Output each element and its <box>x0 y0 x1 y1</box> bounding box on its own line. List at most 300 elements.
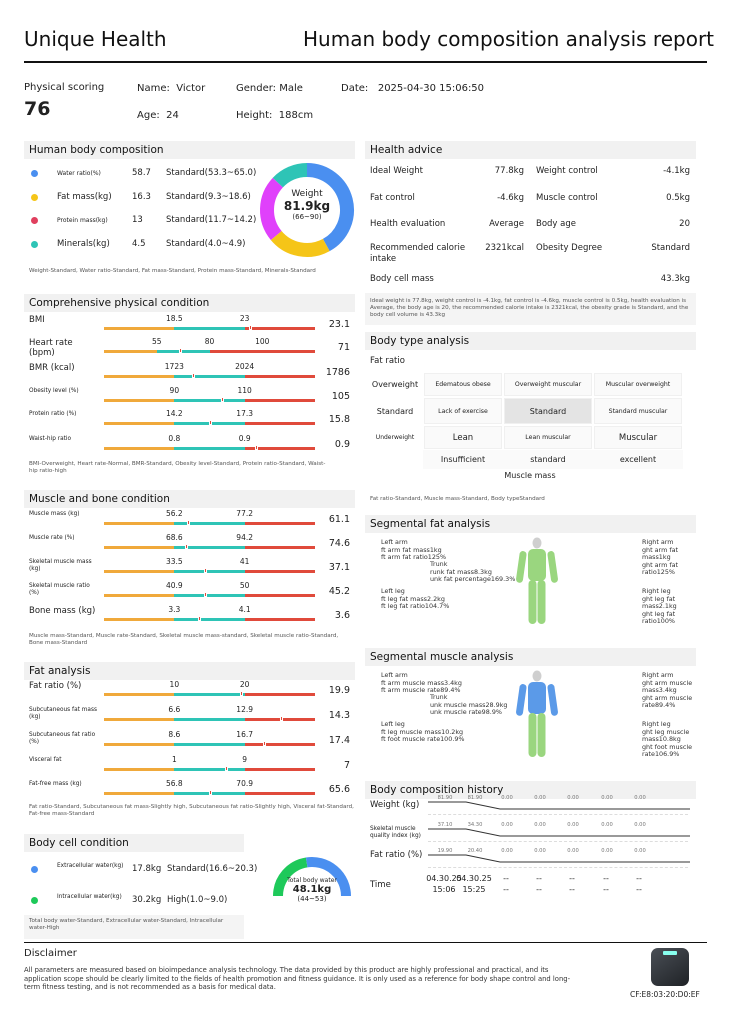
history-time-date: -- <box>536 874 542 883</box>
range-bar-segment <box>174 693 244 696</box>
cell-value: 17.8kg <box>132 864 162 874</box>
bodytype-cell: Edematous obese <box>424 373 502 396</box>
composition-value: 16.3 <box>132 192 151 202</box>
metric-value: 23.1 <box>328 319 350 330</box>
range-bar-segment <box>104 399 174 402</box>
segmus-trunk-line: unk muscle rate98.9% <box>430 708 502 717</box>
range-bar-segment <box>210 350 316 353</box>
composition-dot <box>31 170 38 177</box>
metric-label: Muscle mass (kg) <box>29 511 80 517</box>
range-tick: 3.3 <box>168 605 181 614</box>
bodytype-row-label: Standard <box>376 406 414 416</box>
range-bar-segment <box>104 693 174 696</box>
history-gridline <box>428 814 688 815</box>
bodytype-cell: Muscular overweight <box>594 373 682 396</box>
disclaimer-title: Disclaimer <box>24 948 77 959</box>
cell-standard: Standard(16.6~20.3) <box>167 864 258 874</box>
advice-label: Obesity Degree <box>536 243 603 253</box>
history-gridline <box>428 867 688 868</box>
height-value: 188cm <box>278 110 314 121</box>
history-value: 0.00 <box>634 822 646 828</box>
age-value: 24 <box>166 110 179 121</box>
history-time-date: -- <box>503 874 509 883</box>
metric-value: 7 <box>343 760 350 771</box>
metric-label: Waist-hip ratio <box>29 436 72 442</box>
segfat-left-arm-line: ft arm fat ratio125% <box>381 553 447 562</box>
segfat-right-leg-line: ght leg fat <box>642 609 676 618</box>
body-water-text <box>270 877 354 903</box>
history-value: 0.00 <box>534 795 546 801</box>
segmus-right-leg-line: ght leg muscle <box>642 727 690 736</box>
segfat-trunk-line: unk fat percentage169.3% <box>430 575 516 584</box>
metric-label: Subcutaneous fat mass (kg) <box>29 707 97 720</box>
range-bar-segment <box>245 327 315 330</box>
range-tick: 40.9 <box>165 581 183 590</box>
range-tick: 94.2 <box>236 533 253 542</box>
weight-donut-text <box>258 189 356 221</box>
metric-value: 74.6 <box>328 538 350 549</box>
range-tick: 55 <box>151 337 162 346</box>
range-tick: 18.5 <box>165 314 183 323</box>
segmus-right-leg-line: ght foot muscle <box>642 742 693 751</box>
bodytype-cell: Standard muscular <box>594 398 682 424</box>
range-bar-segment <box>174 375 244 378</box>
history-time-date: -- <box>636 874 642 883</box>
history-value: 0.00 <box>501 822 513 828</box>
history-value: 81.90 <box>437 795 453 801</box>
history-value: 0.00 <box>534 822 546 828</box>
body-water-value: 48.1kg <box>292 884 332 895</box>
range-tick: 56.2 <box>165 509 183 518</box>
metric-value: 19.9 <box>328 685 350 696</box>
metric-label: Skeletal muscle mass (kg) <box>29 559 92 572</box>
history-time-clock: -- <box>503 885 509 894</box>
range-tick: 1 <box>171 755 177 764</box>
history-value: 0.00 <box>501 795 513 801</box>
composition-label: Water ratio(%) <box>57 170 101 177</box>
bodytype-cell: Lack of exercise <box>424 398 502 424</box>
advice-header: Health advice <box>365 141 696 159</box>
segfat-left-arm-line: Left arm <box>381 538 408 546</box>
history-trend-line <box>420 828 690 842</box>
history-value: 0.00 <box>601 848 613 854</box>
weight-donut-slice <box>278 170 307 183</box>
composition-standard: Standard(4.0~4.9) <box>166 239 246 249</box>
body-water-label: Total body water <box>287 877 337 884</box>
value-marker <box>209 420 212 425</box>
history-header: Body composition history <box>365 781 696 799</box>
physical-score: 76 <box>24 98 51 120</box>
metric-value: 0.9 <box>334 439 350 450</box>
height-field: Height: 188cm <box>236 110 314 121</box>
history-value: 0.00 <box>501 848 513 854</box>
name-field: Name: Victor <box>137 83 206 94</box>
composition-value: 4.5 <box>132 239 146 249</box>
range-tick: 8.6 <box>168 730 181 739</box>
segfat-right-arm-line: ght arm fat <box>642 545 679 554</box>
muscle-body-figure <box>512 670 562 760</box>
composition-value: 13 <box>132 215 143 225</box>
history-time-clock: 15:25 <box>462 885 486 894</box>
history-value: 0.00 <box>567 795 579 801</box>
metric-label: Skeletal muscle ratio (%) <box>29 583 90 596</box>
segmus-right-arm-line: rate89.4% <box>642 701 676 710</box>
history-value: 0.00 <box>601 822 613 828</box>
range-bar-segment <box>174 327 244 330</box>
range-bar-segment <box>245 522 315 525</box>
segmus-left-leg-line: Left leg <box>381 720 405 728</box>
segfat-right-arm-line: Right arm <box>642 538 674 546</box>
range-bar-segment <box>104 522 174 525</box>
scale-device-image <box>651 948 689 986</box>
value-marker <box>192 373 195 378</box>
history-time-date: -- <box>569 874 575 883</box>
range-tick: 90 <box>169 386 180 395</box>
device-id: CF:E8:03:20:D0:EF <box>630 990 700 999</box>
segfat-left-leg-line: ft leg fat mass2.2kg <box>381 594 445 603</box>
value-marker <box>204 592 207 597</box>
date-value: 2025-04-30 15:06:50 <box>377 83 485 94</box>
segmus-left-arm-line: Left arm <box>381 671 408 679</box>
range-bar-segment <box>174 522 244 525</box>
segfat-right-arm-line: ratio125% <box>642 568 676 577</box>
segmus-trunk-line: unk muscle mass28.9kg <box>430 700 508 709</box>
range-tick: 80 <box>204 337 215 346</box>
score-label: Physical scoring <box>24 82 105 93</box>
range-tick: 23 <box>239 314 250 323</box>
metric-value: 15.8 <box>328 414 350 425</box>
advice-value: 2321kcal <box>485 243 524 253</box>
value-marker <box>198 616 201 621</box>
history-value: 34.30 <box>467 822 483 828</box>
metric-value: 65.6 <box>328 784 350 795</box>
advice-value: 77.8kg <box>494 166 524 176</box>
range-tick: 17.3 <box>236 409 253 418</box>
range-bar-segment <box>174 447 244 450</box>
composition-dot <box>31 217 38 224</box>
metric-value: 71 <box>337 342 350 353</box>
range-bar-segment <box>104 792 174 795</box>
value-marker <box>187 520 190 525</box>
history-time-clock: -- <box>536 885 542 894</box>
advice-label: Ideal Weight <box>370 166 424 176</box>
advice-value: 0.5kg <box>666 193 690 203</box>
value-marker <box>204 568 207 573</box>
metric-label: Muscle rate (%) <box>29 535 75 541</box>
metric-label: Bone mass (kg) <box>29 606 96 616</box>
range-bar-segment <box>174 618 244 621</box>
range-tick: 0.9 <box>238 434 251 443</box>
range-tick: 0.8 <box>168 434 181 443</box>
cell-mass-value: 43.3kg <box>660 274 690 284</box>
range-bar-segment <box>245 792 315 795</box>
cell-standard: High(1.0~9.0) <box>167 895 228 905</box>
advice-value: -4.1kg <box>663 166 690 176</box>
history-row-label: Fat ratio (%) <box>370 850 423 860</box>
advice-value: Average <box>489 219 524 229</box>
range-tick: 41 <box>239 557 250 566</box>
range-bar-segment <box>174 399 244 402</box>
segmus-left-arm-line: ft arm muscle mass3.4kg <box>381 678 462 687</box>
header-divider <box>24 61 707 63</box>
body-water-range: (44~53) <box>297 895 327 903</box>
range-bar-segment <box>104 546 174 549</box>
range-bar-segment <box>245 546 315 549</box>
report-title: Human body composition analysis report <box>303 27 715 51</box>
range-bar-segment <box>104 570 174 573</box>
range-tick: 12.9 <box>236 705 253 714</box>
bodytype-cell: Overweight muscular <box>504 373 592 396</box>
range-tick: 2024 <box>235 362 255 371</box>
segfat-right-arm-line: ght arm fat <box>642 560 679 569</box>
value-marker <box>179 348 182 353</box>
value-marker <box>249 325 252 330</box>
value-marker <box>221 397 224 402</box>
metric-label: Fat-free mass (kg) <box>29 781 82 787</box>
range-bar-segment <box>104 768 174 771</box>
history-trend-line <box>420 801 690 815</box>
history-value: 20.40 <box>467 848 483 854</box>
composition-dot <box>31 194 38 201</box>
range-bar-segment <box>245 693 315 696</box>
composition-label: Minerals(kg) <box>57 239 110 249</box>
fat-body-figure <box>512 537 562 627</box>
value-marker <box>209 790 212 795</box>
weight-range: (66~90) <box>292 213 322 221</box>
advice-label: Health evaluation <box>370 219 446 229</box>
bodytype-y-label: Fat ratio <box>370 356 405 366</box>
range-bar-segment <box>245 768 315 771</box>
history-value: 19.90 <box>437 848 453 854</box>
advice-value: Standard <box>651 243 690 253</box>
history-trend-line <box>420 854 690 868</box>
advice-value: 20 <box>679 219 690 229</box>
gender-value: Male <box>279 83 303 94</box>
segmus-trunk-line: Trunk <box>430 693 448 701</box>
range-bar-segment <box>174 570 244 573</box>
metric-label: BMR (kcal) <box>29 363 75 373</box>
composition-dot <box>31 241 38 248</box>
weight-label: Weight <box>291 189 323 199</box>
fat-header: Fat analysis <box>24 662 355 680</box>
composition-label: Protein mass(kg) <box>57 217 108 224</box>
advice-value: -4.6kg <box>497 193 524 203</box>
bodytype-cell: Standard <box>504 398 592 424</box>
metric-value: 1786 <box>325 367 350 378</box>
range-bar-segment <box>245 594 315 597</box>
weight-donut-slice <box>276 235 326 250</box>
metric-label: Obesity level (%) <box>29 388 79 394</box>
range-tick: 20 <box>239 680 250 689</box>
range-bar-segment <box>174 718 244 721</box>
age-field: Age: 24 <box>137 110 179 121</box>
value-marker <box>240 691 243 696</box>
metric-value: 17.4 <box>328 735 350 746</box>
history-time-clock: -- <box>603 885 609 894</box>
history-gridline <box>428 841 688 842</box>
bodytype-col-label: Insufficient <box>423 450 503 469</box>
metric-value: 105 <box>331 391 350 402</box>
cell-note: Total body water-Standard, Extracellular water-Standard, Intracellular water-High <box>29 918 224 931</box>
cell-dot <box>31 866 38 873</box>
metric-label: Protein ratio (%) <box>29 411 77 417</box>
range-tick: 9 <box>242 755 248 764</box>
history-time-clock: -- <box>569 885 575 894</box>
range-tick: 77.2 <box>236 509 253 518</box>
segfat-right-leg-line: ght leg fat <box>642 594 676 603</box>
range-bar-segment <box>104 718 174 721</box>
range-tick: 50 <box>239 581 250 590</box>
footer-divider <box>24 942 707 943</box>
range-bar-segment <box>245 399 315 402</box>
segmus-right-arm-line: ght arm muscle <box>642 693 693 702</box>
value-marker <box>255 445 258 450</box>
date-field: Date: 2025-04-30 15:06:50 <box>341 83 485 94</box>
bodytype-note: Fat ratio-Standard, Muscle mass-Standard, Body typeStandard <box>370 496 545 502</box>
bodytype-row-label: Underweight <box>375 434 415 441</box>
segmus-left-leg-line: ft leg muscle mass10.2kg <box>381 727 464 736</box>
cell-header: Body cell condition <box>24 834 244 852</box>
history-value: 0.00 <box>567 848 579 854</box>
metric-value: 3.6 <box>334 610 350 621</box>
composition-note: Weight-Standard, Water ratio-Standard, Fat mass-Standard, Protein mass-Standard, Minerals-Standard <box>29 268 316 274</box>
segfat-right-leg-line: ratio100% <box>642 617 676 626</box>
range-bar-segment <box>245 422 315 425</box>
advice-label: Recommended calorie intake <box>370 243 466 264</box>
range-tick: 33.5 <box>165 557 183 566</box>
history-row-label: Skeletal muscle quality index (kg) <box>370 826 421 839</box>
range-bar-segment <box>104 422 174 425</box>
bodytype-cell: Muscular <box>594 426 682 449</box>
history-value: 81.90 <box>467 795 483 801</box>
metric-value: 14.3 <box>328 710 350 721</box>
history-value: 0.00 <box>634 848 646 854</box>
advice-label: Weight control <box>536 166 598 176</box>
metric-value: 61.1 <box>328 514 350 525</box>
segmus-header: Segmental muscle analysis <box>365 648 696 666</box>
range-tick: 68.6 <box>165 533 183 542</box>
segfat-left-leg-line: Left leg <box>381 587 405 595</box>
advice-label: Fat control <box>370 193 415 203</box>
segfat-trunk-line: runk fat mass8.3kg <box>430 567 492 576</box>
segmus-right-arm-line: mass3.4kg <box>642 686 677 695</box>
segmus-left-leg-line: ft foot muscle rate100.9% <box>381 735 465 744</box>
range-bar-segment <box>245 743 315 746</box>
segfat-trunk-line: Trunk <box>430 560 448 568</box>
history-value: 0.00 <box>534 848 546 854</box>
range-bar-segment <box>245 618 315 621</box>
brand-name: Unique Health <box>24 27 167 51</box>
segmus-right-leg-line: rate106.9% <box>642 750 680 759</box>
disclaimer-text: All parameters are measured based on bioimpedance analysis technology. The data provided by this product are highly professional and practical, and its application scope should be clearly limited to the fields of health promotion and fitness guidance. It is only used as a reference for body shape control and long-term fitness testing, and is not recommended as a basis for medical data. <box>24 966 571 992</box>
history-value: 0.00 <box>567 822 579 828</box>
cell-dot <box>31 897 38 904</box>
range-bar-segment <box>104 447 174 450</box>
range-tick: 110 <box>237 386 252 395</box>
segmus-right-leg-line: mass10.8kg <box>642 735 681 744</box>
range-bar-segment <box>104 618 174 621</box>
name-value: Victor <box>176 83 206 94</box>
fat-note: Fat ratio-Standard, Subcutaneous fat mass-Slightly high, Subcutaneous fat ratio-Slightly high, Visceral fat-Standard, Fat-free mass-Standard <box>29 804 354 817</box>
value-marker <box>263 741 266 746</box>
metric-label: Subcutaneous fat ratio (%) <box>29 732 96 745</box>
history-time-date: 04.30.25 <box>426 874 462 883</box>
metric-label: Visceral fat <box>29 757 62 763</box>
composition-label: Fat mass(kg) <box>57 192 112 202</box>
cell-mass-label: Body cell mass <box>370 274 434 284</box>
composition-standard: Standard(53.3~65.0) <box>166 168 257 178</box>
bodytype-cell: Lean <box>424 426 502 449</box>
bodytype-header: Body type analysis <box>365 332 696 350</box>
segfat-right-leg-line: Right leg <box>642 587 671 595</box>
segfat-left-arm-line: ft arm fat mass1kg <box>381 545 442 554</box>
gender-field: Gender: Male <box>236 83 303 94</box>
history-value: 37.10 <box>437 822 453 828</box>
range-bar-segment <box>245 375 315 378</box>
physical-note: BMI-Overweight, Heart rate-Normal, BMR-Standard, Obesity level-Standard, Protein ratio-Standard, Waist-hip ratio-high <box>29 461 326 474</box>
cell-label: Extracellular water(kg) <box>57 863 124 869</box>
history-row-label: Weight (kg) <box>370 800 420 810</box>
range-bar-segment <box>104 375 174 378</box>
range-bar-segment <box>174 594 244 597</box>
segmus-right-leg-line: Right leg <box>642 720 671 728</box>
advice-note: Ideal weight is 77.8kg, weight control is -4.1kg, fat control is -4.6kg, muscle control is 0.5kg, health evaluation is Average, the body age is 20, the recommended calorie intake is 2321kcal, the obesity grade is Standard, and the body cell volume is 43.3kg <box>370 298 689 318</box>
range-bar-segment <box>104 350 157 353</box>
range-tick: 10 <box>169 680 180 689</box>
history-value: 0.00 <box>634 795 646 801</box>
range-bar-segment <box>174 743 244 746</box>
metric-label: BMI <box>29 315 45 325</box>
history-value: 0.00 <box>601 795 613 801</box>
range-bar-segment <box>245 570 315 573</box>
segmus-left-arm-line: ft arm muscle rate89.4% <box>381 686 461 695</box>
muscle-header: Muscle and bone condition <box>24 490 355 508</box>
range-bar-segment <box>104 594 174 597</box>
range-bar-segment <box>104 743 174 746</box>
range-bar-segment <box>157 350 210 353</box>
range-tick: 6.6 <box>168 705 181 714</box>
history-time-label: Time <box>370 880 391 890</box>
cell-value: 30.2kg <box>132 895 162 905</box>
range-tick: 16.7 <box>236 730 253 739</box>
metric-label: Heart rate (bpm) <box>29 338 73 358</box>
composition-standard: Standard(9.3~18.6) <box>166 192 251 202</box>
metric-label: Fat ratio (%) <box>29 681 82 691</box>
metric-value: 45.2 <box>328 586 350 597</box>
history-time-clock: -- <box>636 885 642 894</box>
bodytype-cell: Lean muscular <box>504 426 592 449</box>
history-time-date: -- <box>603 874 609 883</box>
bodytype-col-label: standard <box>503 450 593 469</box>
range-bar-segment <box>104 327 174 330</box>
range-tick: 70.9 <box>236 779 253 788</box>
bodytype-row-label: Overweight <box>371 380 419 389</box>
segfat-left-leg-line: ft leg fat ratio104.7% <box>381 602 450 611</box>
bodytype-x-label: Muscle mass <box>504 471 556 480</box>
segfat-header: Segmental fat analysis <box>365 515 696 533</box>
history-time-clock: 15:06 <box>432 885 456 894</box>
composition-value: 58.7 <box>132 168 151 178</box>
history-time-date: 04.30.25 <box>456 874 492 883</box>
value-marker <box>185 544 188 549</box>
metric-value: 37.1 <box>328 562 350 573</box>
segfat-right-leg-line: mass2.1kg <box>642 602 677 611</box>
value-marker <box>225 766 228 771</box>
advice-label: Muscle control <box>536 193 598 203</box>
physical-header: Comprehensive physical condition <box>24 294 355 312</box>
range-tick: 56.8 <box>165 779 183 788</box>
muscle-note: Muscle mass-Standard, Muscle rate-Standard, Skeletal muscle mass-standard, Skeletal muscle ratio-Standard, Bone mass-Standard <box>29 633 339 646</box>
